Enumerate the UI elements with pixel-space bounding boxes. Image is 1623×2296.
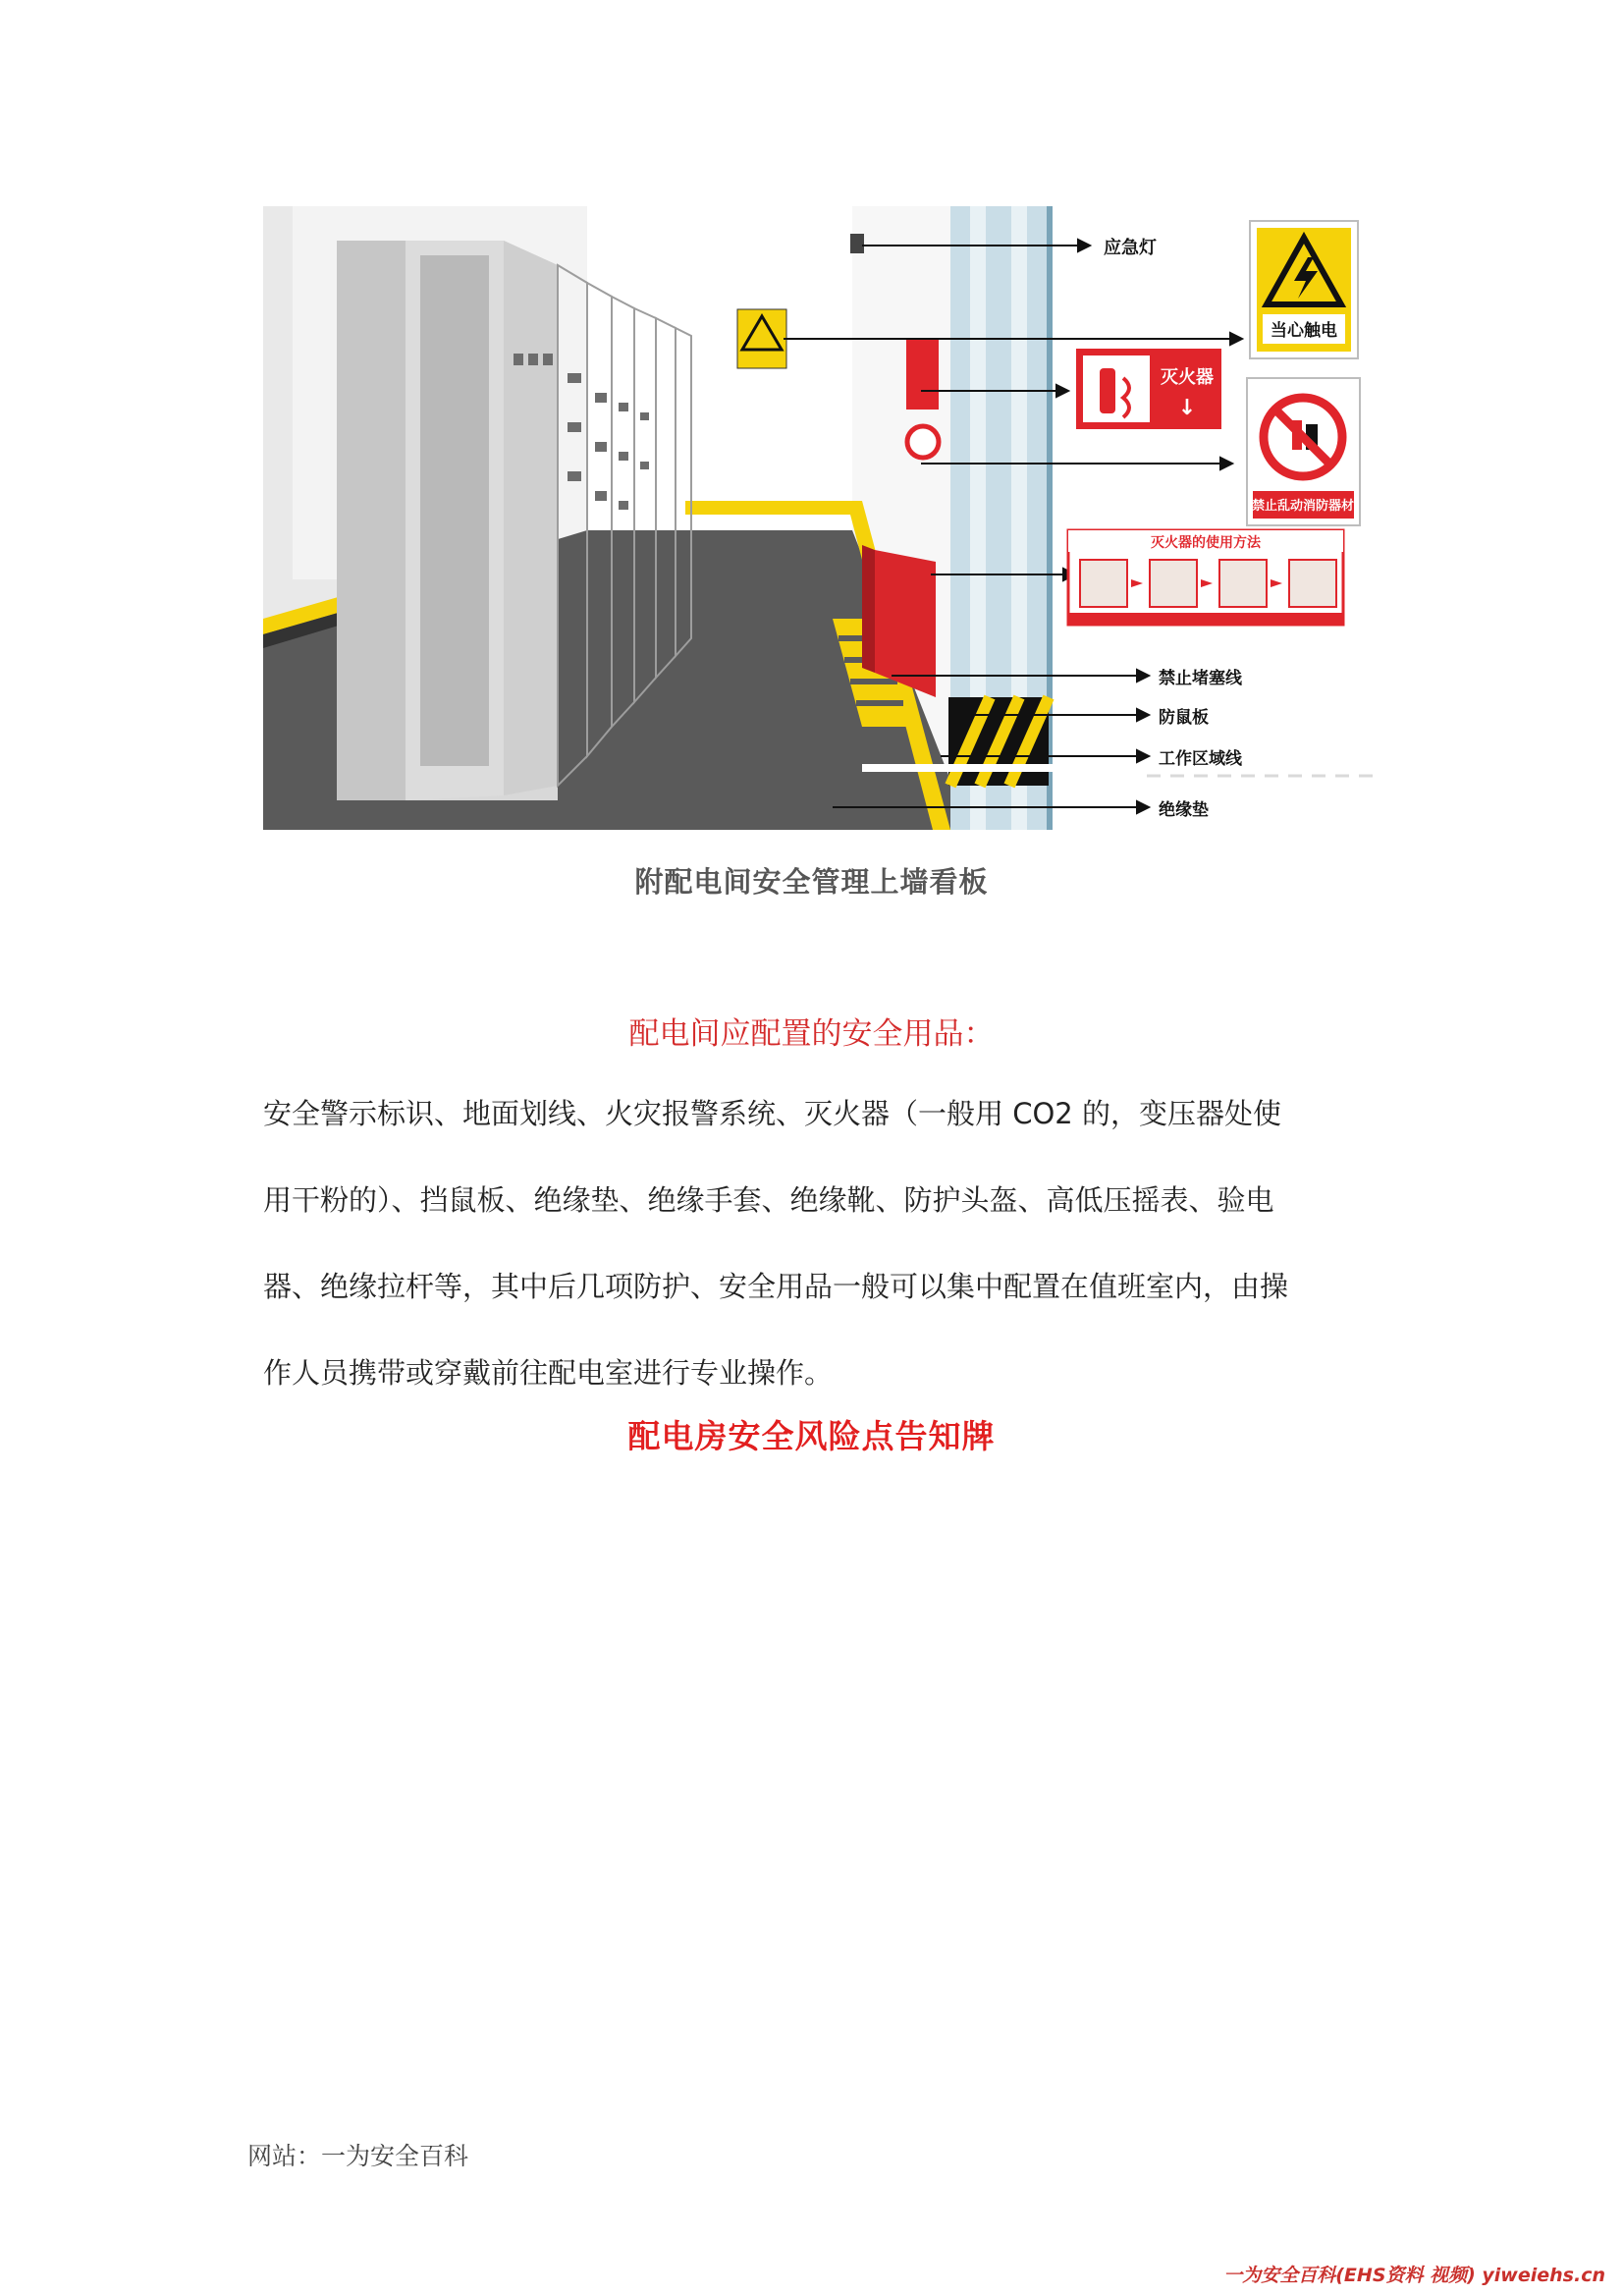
electric-shock-sign (1250, 221, 1358, 358)
down-arrow-icon: ↓ (1177, 396, 1197, 420)
figure-caption: 附配电间安全管理上墙看板 (634, 865, 989, 899)
fire-extinguisher-label: 灭火器 (1161, 367, 1214, 388)
paragraph-line: 作人员携带或穿戴前往配电室进行专业操作。 (263, 1356, 834, 1390)
fire-extinguisher-sign (1076, 349, 1221, 429)
no-misuse-sign (1247, 378, 1360, 525)
usage-method-title: 灭火器的使用方法 (1151, 535, 1261, 551)
callout-no-blocking-line: 禁止堵塞线 (1159, 669, 1242, 688)
paragraph-line: 用干粉的）、挡鼠板、绝缘垫、绝缘手套、绝缘靴、防护头盔、高低压摇表、验电 (263, 1183, 1274, 1217)
safety-supplies-paragraph (263, 1070, 1368, 1416)
section-title-safety-supplies: 配电间应配置的安全用品： (628, 1016, 995, 1052)
footer-website: 网站：一为安全百科 (247, 2142, 469, 2170)
electric-shock-label: 当心触电 (1271, 321, 1337, 341)
callout-rat-board: 防鼠板 (1159, 708, 1209, 728)
watermark: 一为安全百科(EHS资料 视频) yiweiehs.cn (1223, 2265, 1605, 2286)
usage-method-board (1068, 530, 1343, 625)
callout-insulation-mat: 绝缘垫 (1159, 800, 1209, 820)
paragraph-line: 安全警示标识、地面划线、火灾报警系统、灭火器（一般用 CO2 的，变压器处使 (263, 1097, 1281, 1130)
callout-emergency-light: 应急灯 (1104, 238, 1157, 258)
callout-work-area-line: 工作区域线 (1159, 749, 1242, 769)
distribution-room-illustration (263, 206, 1378, 830)
no-misuse-label: 禁止乱动消防器材 (1251, 499, 1355, 514)
section-title-risk-board: 配电房安全风险点告知牌 (627, 1417, 996, 1455)
paragraph-line: 器、绝缘拉杆等，其中后几项防护、安全用品一般可以集中配置在值班室内，由操 (263, 1270, 1289, 1303)
